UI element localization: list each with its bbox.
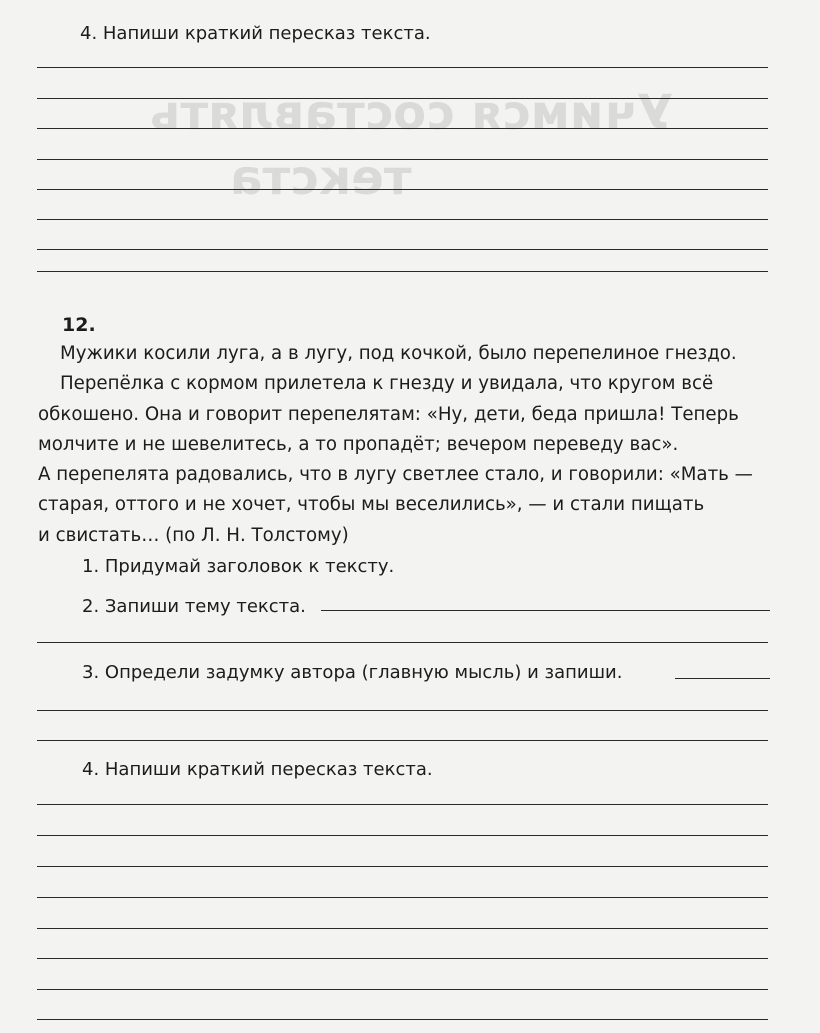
task-4-answer-line[interactable] (37, 989, 768, 990)
task-4-answer-line[interactable] (37, 1019, 768, 1020)
exercise-text (38, 339, 753, 551)
exercise-text-line: молчите и не шевелитесь, а то пропадёт; вечером переведу вас». (38, 433, 679, 455)
task-4-answer-line[interactable] (37, 835, 768, 836)
exercise-text-line: обкошено. Она и говорит перепелятам: «Ну, дети, беда пришла! Теперь (38, 403, 739, 425)
exercise-text-line: Перепёлка с кормом прилетела к гнезду и увидала, что кругом всё (60, 373, 714, 395)
answer-line[interactable] (37, 128, 768, 129)
task-2-answer-line[interactable] (37, 642, 768, 643)
bleed-through-heading-1: Учимся составлять (150, 85, 674, 141)
exercise-text-line: Мужики косили луга, а в лугу, под кочкой, было перепелиное гнездо. (60, 343, 737, 364)
task-2-answer-line[interactable] (321, 610, 770, 611)
task-4-answer-line[interactable] (37, 866, 768, 867)
answer-line[interactable] (37, 98, 768, 99)
exercise-text-line: старая, оттого и не хочет, чтобы мы веселились», — и стали пищать (38, 494, 705, 516)
task-3-answer-line[interactable] (37, 740, 768, 741)
top-task-label: 4. Напиши краткий пересказ текста. (80, 23, 431, 44)
task-1-label: 1. Придумай заголовок к тексту. (82, 556, 395, 577)
answer-line[interactable] (37, 219, 768, 220)
exercise-number: 12. (62, 314, 96, 336)
task-4-answer-line[interactable] (37, 897, 768, 898)
answer-line[interactable] (37, 249, 768, 250)
task-4-answer-line[interactable] (37, 958, 768, 959)
task-3-label: 3. Определи задумку автора (главную мысль) и запиши. (82, 662, 623, 683)
task-4-answer-line[interactable] (37, 804, 768, 805)
task-3-answer-line[interactable] (675, 678, 770, 679)
task-4-answer-line[interactable] (37, 928, 768, 929)
task-4-label: 4. Напиши краткий пересказ текста. (82, 759, 433, 780)
bleed-through-heading-2: текста (230, 150, 412, 206)
answer-line[interactable] (37, 189, 768, 190)
answer-line[interactable] (37, 271, 768, 272)
task-2-label: 2. Запиши тему текста. (82, 596, 306, 617)
answer-line[interactable] (37, 159, 768, 160)
answer-line[interactable] (37, 67, 768, 68)
exercise-text-line: и свистать… (по Л. Н. Толстому) (38, 524, 349, 546)
task-3-answer-line[interactable] (37, 710, 768, 711)
exercise-text-line: А перепелята радовались, что в лугу светлее стало, и говорили: «Мать — (38, 464, 753, 486)
